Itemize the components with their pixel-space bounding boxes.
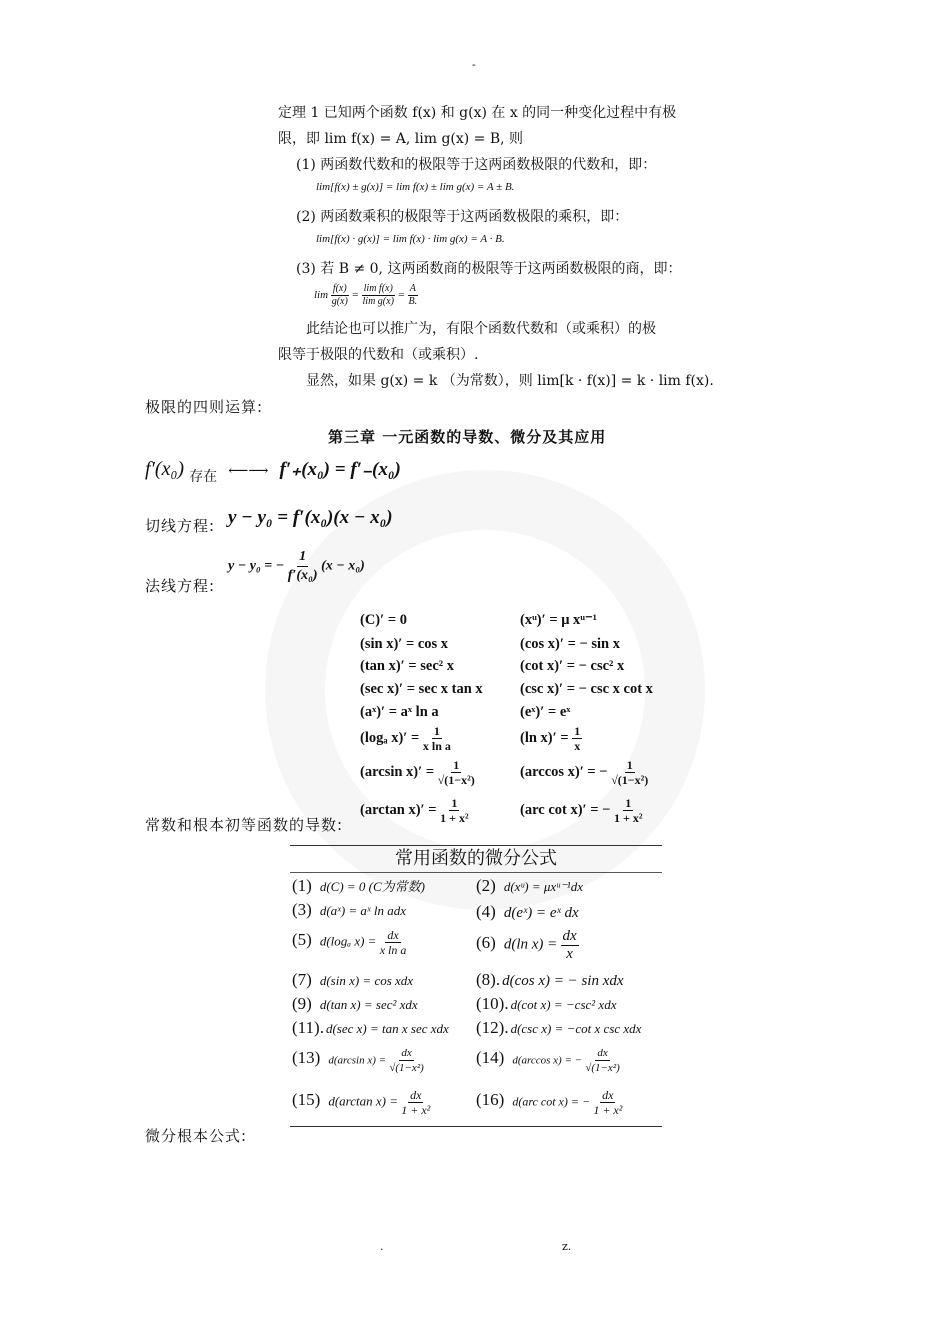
existence-lhs: f′(x₀) xyxy=(145,458,185,480)
formula-lhs: (ln x)′ = xyxy=(520,729,569,746)
formula-number: (7) xyxy=(292,970,312,989)
table-cell xyxy=(292,1018,449,1038)
theorem-line: 限，即 lim f(x) = A, lim g(x) = B, 则 xyxy=(278,131,524,147)
numerator: dx xyxy=(410,1088,422,1102)
formula: d(xᵘ) = μxᵘ⁻¹dx xyxy=(503,879,583,894)
footer-right: z. xyxy=(562,1240,572,1253)
formula: d(eˣ) = eˣ dx xyxy=(503,905,579,921)
table-cell xyxy=(292,970,413,990)
denominator: 1 + x² xyxy=(593,1103,623,1117)
denominator: 1 + x² xyxy=(440,811,469,825)
table-cell xyxy=(476,928,579,963)
formula-number: (15) xyxy=(292,1090,321,1110)
theorem-extension: 显然，如果 g(x) = k （为常数），则 lim[k · f(x)] = k · lim f(x). xyxy=(306,373,714,389)
table-cell xyxy=(476,1088,622,1117)
derivative-formula-arctan xyxy=(360,796,469,825)
existence-word: 存在 xyxy=(189,469,218,485)
fraction xyxy=(611,758,648,787)
normal-label: 法线方程: xyxy=(145,577,216,595)
formula: d(aˣ) = aˣ ln adx xyxy=(319,903,406,918)
formula-number: (10). xyxy=(476,994,509,1013)
fraction xyxy=(380,928,407,957)
derivative-formula: (C)′ = 0 xyxy=(360,612,407,628)
formula: d(sec x) = tan x sec xdx xyxy=(325,1021,449,1036)
numerator: lim f(x) xyxy=(363,283,393,294)
table-cell xyxy=(292,1046,424,1075)
formula-lhs: d(arctan x) = xyxy=(328,1093,398,1109)
fraction xyxy=(561,928,579,963)
numerator: f(x) xyxy=(332,283,347,294)
fraction xyxy=(572,724,582,753)
denominator: x ln a xyxy=(422,739,451,753)
normal-rhs: (x − x₀) xyxy=(321,558,365,574)
formula-lhs: (arcsin x)′ = xyxy=(360,763,435,780)
derivative-formula: (sin x)′ = cos x xyxy=(360,636,449,652)
table-cell xyxy=(476,994,616,1014)
normal-formula xyxy=(228,548,365,585)
fraction xyxy=(331,283,349,308)
formula: d(tan x) = sec² xdx xyxy=(319,997,418,1012)
numerator: A xyxy=(409,283,416,294)
limit-ops-label: 极限的四则运算: xyxy=(145,398,264,416)
fraction xyxy=(440,796,468,825)
derivative-formula: (xᵘ)′ = μ xᵘ⁻¹ xyxy=(520,612,598,628)
derivative-formula: (sec x)′ = sec x tan x xyxy=(360,681,483,697)
numerator: 1 xyxy=(451,796,458,810)
formula-number: (16) xyxy=(476,1090,505,1110)
denominator: x ln a xyxy=(379,943,407,957)
existence-rhs: f′₊(x₀) = f′₋(x₀) xyxy=(279,459,401,480)
formula-number: (5) xyxy=(292,930,312,950)
numerator: dx xyxy=(597,1047,608,1059)
fraction xyxy=(362,283,395,308)
formula-number: (9) xyxy=(292,994,312,1013)
denominator: f′(x₀) xyxy=(287,568,318,583)
chapter-title: 第三章 一元函数的导数、微分及其应用 xyxy=(328,428,607,446)
numerator: 1 xyxy=(625,796,632,810)
formula-number: (12). xyxy=(476,1018,509,1037)
denominator: 1 + x² xyxy=(401,1103,431,1117)
theorem-extension: 此结论也可以推广为，有限个函数代数和（或乘积）的极 xyxy=(306,321,656,337)
theorem-item: (3) 若 B ≠ 0, 这两函数商的极限等于这两函数极限的商，即： xyxy=(296,261,682,277)
numerator: dx xyxy=(387,928,399,942)
formula-number: (1) xyxy=(292,876,312,895)
formula-lhs: (logₐ x)′ = xyxy=(360,729,420,746)
denominator: B. xyxy=(408,296,418,307)
table-cell xyxy=(476,1046,620,1075)
fraction xyxy=(408,283,418,308)
theorem-item: (1) 两函数代数和的极限等于这两函数极限的代数和，即： xyxy=(296,157,657,173)
table-cell xyxy=(476,876,583,896)
equivalence-arrow: ⟵⟶ xyxy=(228,463,269,479)
theorem-formula: lim[f(x) · g(x)] = lim f(x) · lim g(x) = A · B. xyxy=(316,233,505,245)
table-cell xyxy=(476,1018,641,1038)
denominator: 1 + x² xyxy=(614,811,643,825)
formula: d(cos x) = − sin xdx xyxy=(502,973,624,989)
formula-number: (13) xyxy=(292,1048,321,1068)
numerator: dx xyxy=(562,928,577,944)
numerator: 1 xyxy=(297,548,308,567)
numerator: 1 xyxy=(574,724,581,738)
fraction xyxy=(585,1046,619,1075)
table-cell xyxy=(292,1088,430,1117)
derivative-formula: (cot x)′ = − csc² x xyxy=(520,658,625,674)
formula: d(csc x) = −cot x csc xdx xyxy=(510,1021,642,1036)
fraction xyxy=(593,1088,622,1117)
header-mark: - xyxy=(472,58,476,71)
fraction xyxy=(401,1088,430,1117)
formula-lhs: d(arc cot x) = − xyxy=(512,1094,591,1109)
formula-number: (8). xyxy=(476,970,501,989)
theorem-extension: 限等于极限的代数和（或乘积）. xyxy=(278,347,479,363)
normal-lhs: y − y₀ = − xyxy=(228,558,285,574)
denominator: √(1−x²) xyxy=(389,1062,424,1074)
fraction xyxy=(389,1046,423,1075)
fraction xyxy=(423,724,451,753)
formula-number: (6) xyxy=(476,933,496,953)
denominator: √(1−x²) xyxy=(611,773,649,787)
denominator: x xyxy=(566,946,573,962)
derivative-formula-arcsin xyxy=(360,758,475,787)
formula: d(cot x) = −csc² xdx xyxy=(510,997,617,1012)
table-cell xyxy=(292,876,425,896)
formula-lhs: (arc cot x)′ = − xyxy=(520,801,611,818)
derivative-formula-arccot xyxy=(520,796,642,825)
fraction xyxy=(438,758,475,787)
derivative-formula-arccos xyxy=(520,758,648,787)
derivative-formula: (aˣ)′ = aˣ ln a xyxy=(360,704,439,720)
formula-lhs: d(arccos x) = − xyxy=(512,1054,583,1067)
theorem-formula-quotient: lim $\frac{f(x)}{g(x)}$ = $\frac{\text{lim f(x)}}{\text{lim g(x)}}$ = $\frac{A}{B.}$ xyxy=(314,283,418,307)
formula-lhs: d(arcsin x) = xyxy=(328,1054,387,1067)
derivative-formula-log xyxy=(360,724,451,753)
formula-lhs: (arctan x)′ = xyxy=(360,801,437,818)
tangent-label: 切线方程: xyxy=(145,517,216,535)
formula-number: (4) xyxy=(476,902,496,921)
table-cell xyxy=(476,902,579,922)
formula-lhs: d(ln x) = xyxy=(503,936,558,953)
table-title: 常用函数的微分公式 xyxy=(290,846,662,873)
formula-number: (2) xyxy=(476,876,496,895)
denominator: x xyxy=(574,739,581,753)
numerator: dx xyxy=(401,1047,412,1059)
derivative-label: 常数和根本初等函数的导数: xyxy=(145,816,344,834)
formula-number: (3) xyxy=(292,900,312,919)
table-cell xyxy=(292,900,406,920)
derivative-existence xyxy=(145,458,401,485)
table-cell xyxy=(292,994,418,1014)
theorem-item: (2) 两函数乘积的极限等于这两函数极限的乘积，即： xyxy=(296,209,629,225)
formula: d(C) = 0 (C为常数) xyxy=(319,879,426,894)
numerator: 1 xyxy=(433,724,440,738)
derivative-formula: (csc x)′ = − csc x cot x xyxy=(520,681,653,697)
theorem-line: 定理 1 已知两个函数 f(x) 和 g(x) 在 x 的同一种变化过程中有极 xyxy=(278,105,677,121)
differential-label: 微分根本公式: xyxy=(145,1127,248,1145)
numerator: dx xyxy=(602,1088,614,1102)
derivative-formula-ln xyxy=(520,724,582,753)
denominator: √(1−x²) xyxy=(437,773,475,787)
footer-left: . xyxy=(380,1240,384,1253)
formula-number: (14) xyxy=(476,1048,505,1068)
lim-text: lim xyxy=(314,289,329,302)
derivative-formula: (eˣ)′ = eˣ xyxy=(520,704,571,720)
denominator: g(x) xyxy=(331,296,348,307)
formula: d(sin x) = cos xdx xyxy=(319,973,414,988)
formula-lhs: d(logₐ x) = xyxy=(319,933,377,949)
table-cell xyxy=(292,928,406,957)
theorem-formula: lim[f(x) ± g(x)] = lim f(x) ± lim g(x) = A ± B. xyxy=(316,181,515,193)
numerator: 1 xyxy=(453,758,460,772)
tangent-formula: y − y₀ = f′(x₀)(x − x₀) xyxy=(228,507,393,528)
fraction xyxy=(614,796,642,825)
denominator: lim g(x) xyxy=(362,296,394,307)
fraction xyxy=(288,548,318,585)
numerator: 1 xyxy=(626,758,633,772)
formula-number: (11). xyxy=(292,1018,324,1037)
table-cell xyxy=(476,970,624,990)
derivative-formula: (tan x)′ = sec² x xyxy=(360,658,455,674)
denominator: √(1−x²) xyxy=(585,1062,620,1074)
formula-lhs: (arccos x)′ = − xyxy=(520,763,608,780)
derivative-formula: (cos x)′ = − sin x xyxy=(520,636,620,652)
